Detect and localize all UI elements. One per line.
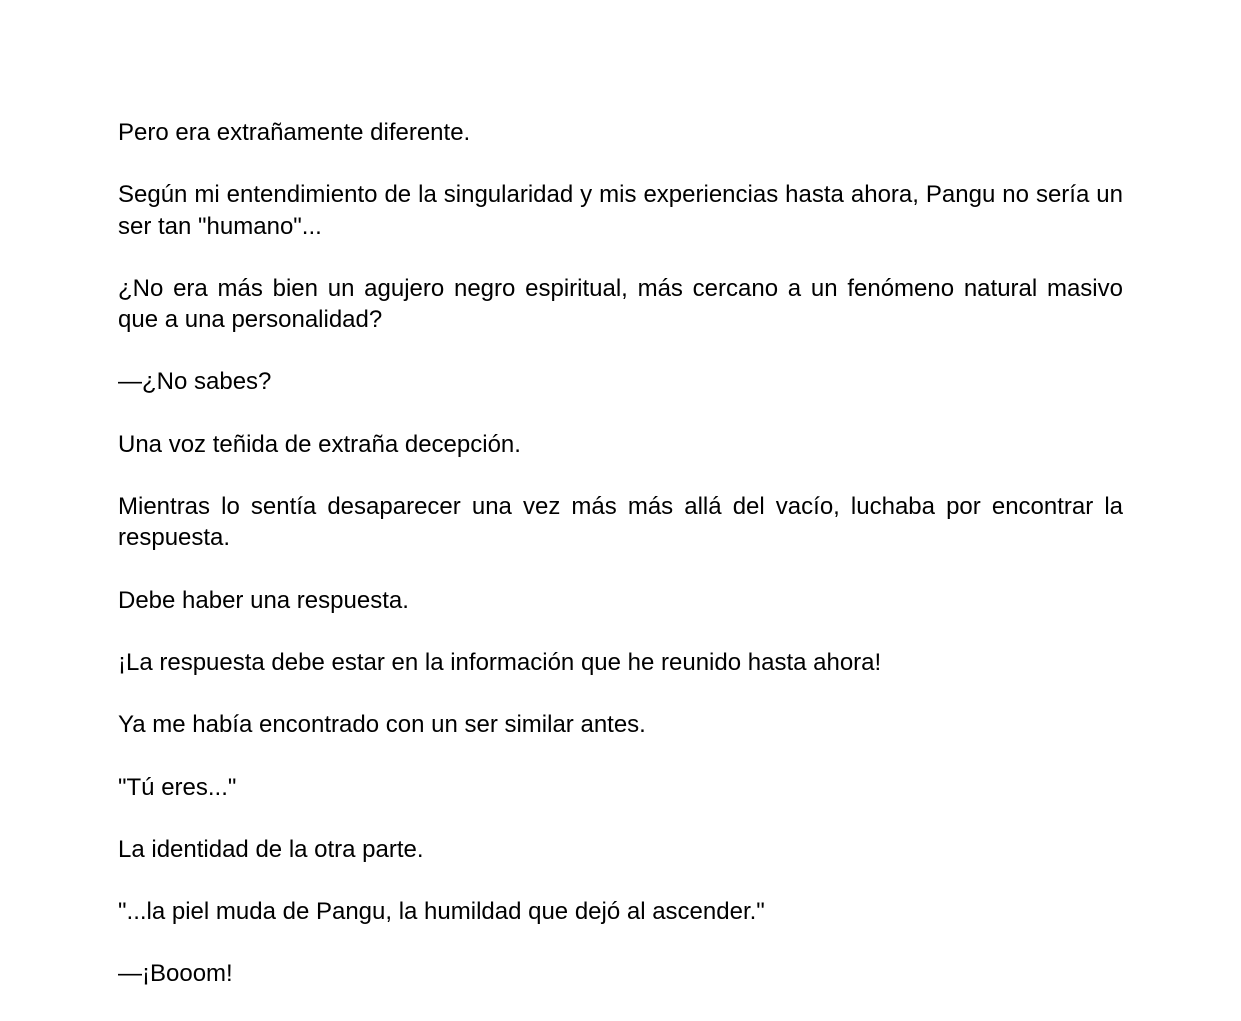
paragraph-4: —¿No sabes? <box>118 368 272 396</box>
paragraph-1: Pero era extrañamente diferente. <box>118 119 471 146</box>
paragraph-9: Ya me había encontrado con un ser similar antes. <box>118 711 646 739</box>
paragraph-7: Debe haber una respuesta. <box>118 586 409 614</box>
document-page <box>118 117 1123 1021</box>
paragraph-13: —¡Booom! <box>118 960 233 988</box>
paragraph-8: ¡La respuesta debe estar en la información que he reunido hasta ahora! <box>118 648 882 676</box>
paragraph-12: "...la piel muda de Pangu, la humildad que dejó al ascender." <box>118 898 765 926</box>
paragraph-10: "Tú eres..." <box>118 773 237 801</box>
paragraph-5: Una voz teñida de extraña decepción. <box>118 430 521 458</box>
paragraph-6: Mientras lo sentía desaparecer una vez más más allá del vacío, luchaba por encontrar la respuesta. <box>118 493 1123 552</box>
paragraph-11: La identidad de la otra parte. <box>118 835 424 863</box>
paragraph-2: Según mi entendimiento de la singularidad y mis experiencias hasta ahora, Pangu no sería un ser tan "humano"... <box>118 181 1123 240</box>
paragraph-3: ¿No era más bien un agujero negro espiritual, más cercano a un fenómeno natural masivo que a una personalidad? <box>118 274 1123 334</box>
